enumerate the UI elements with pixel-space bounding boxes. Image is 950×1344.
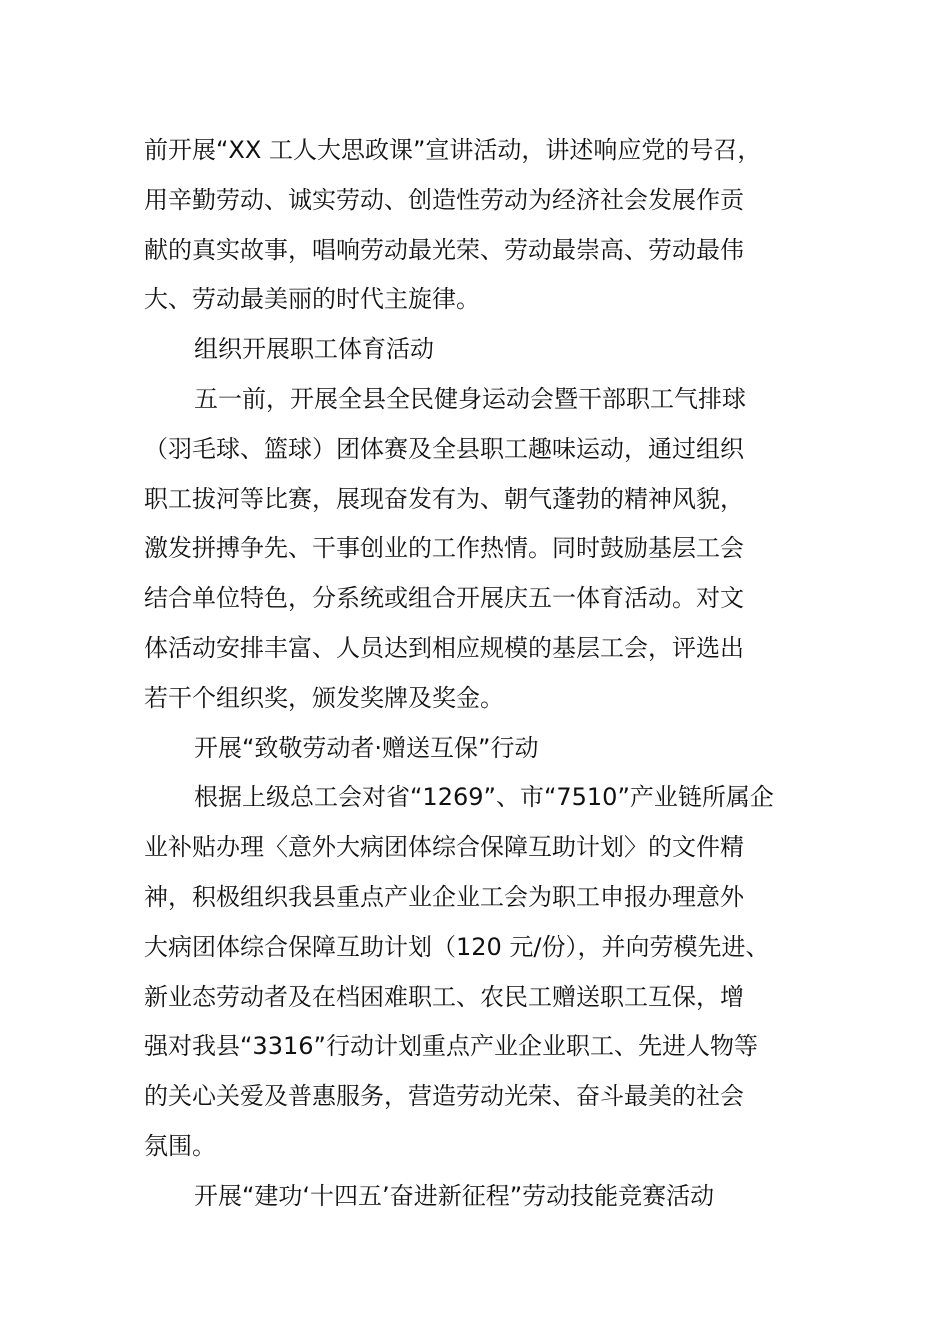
text-line: 神，积极组织我县重点产业企业工会为职工申报办理意外 <box>144 882 744 911</box>
section-heading: 组织开展职工体育活动 <box>194 335 434 364</box>
text-line: 的关心关爱及普惠服务，营造劳动光荣、奋斗最美的社会 <box>144 1082 744 1111</box>
text-line: 五一前，开展全县全民健身运动会暨干部职工气排球 <box>194 384 746 413</box>
text-line: 强对我县“3316”行动计划重点产业企业职工、先进人物等 <box>144 1032 758 1061</box>
text-line: 大、劳动最美丽的时代主旋律。 <box>144 285 480 314</box>
text-line: （羽毛球、篮球）团体赛及全县职工趣味运动，通过组织 <box>144 434 744 463</box>
text-line: 新业态劳动者及在档困难职工、农民工赠送职工互保，增 <box>144 982 744 1011</box>
text-line: 结合单位特色，分系统或组合开展庆五一体育活动。对文 <box>144 584 744 613</box>
text-line: 前开展“XX 工人大思政课”宣讲活动，讲述响应党的号召， <box>144 136 762 164</box>
text-line: 若干个组织奖，颁发奖牌及奖金。 <box>144 683 504 712</box>
text-line: 体活动安排丰富、人员达到相应规模的基层工会，评选出 <box>144 633 744 662</box>
text-line: 根据上级总工会对省“1269”、市“7510”产业链所属企 <box>194 783 774 812</box>
text-line: 氛围。 <box>144 1131 216 1160</box>
text-line: 业补贴办理〈意外大病团体综合保障互助计划〉的文件精 <box>144 833 744 862</box>
text-line: 用辛勤劳动、诚实劳动、创造性劳动为经济社会发展作贡 <box>144 185 744 214</box>
text-line: 职工拔河等比赛，展现奋发有为、朝气蓬勃的精神风貌， <box>144 484 744 513</box>
text-line: 献的真实故事，唱响劳动最光荣、劳动最崇高、劳动最伟 <box>144 235 744 264</box>
document-body <box>144 126 824 1222</box>
text-line: 激发拼搏争先、干事创业的工作热情。同时鼓励基层工会 <box>144 534 744 563</box>
text-line: 大病团体综合保障互助计划（120 元/份），并向劳模先进、 <box>144 932 770 961</box>
section-heading: 开展“致敬劳动者·赠送互保”行动 <box>194 733 539 762</box>
section-heading: 开展“建功‘十四五’奋进新征程”劳动技能竞赛活动 <box>194 1181 715 1210</box>
